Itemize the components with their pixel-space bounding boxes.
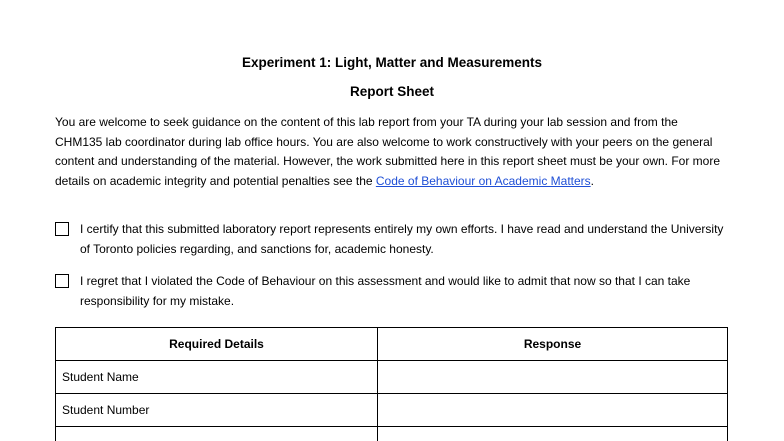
header-response: Response: [378, 328, 728, 361]
row-label-student-name: Student Name: [56, 361, 378, 394]
student-number-response[interactable]: [378, 394, 728, 427]
certification-row-violation: [55, 272, 730, 311]
table-row: [56, 361, 728, 394]
row-label-next: [56, 427, 378, 441]
header-required-details: Required Details: [56, 328, 378, 361]
certify-checkbox[interactable]: [55, 222, 69, 236]
intro-text-end: .: [590, 173, 594, 188]
document-title: Experiment 1: Light, Matter and Measurements: [241, 55, 543, 70]
student-name-response[interactable]: [378, 361, 728, 394]
table-header-row: [56, 328, 728, 361]
table-row: [56, 427, 728, 441]
certification-row-original-work: [55, 220, 730, 259]
document-subtitle: Report Sheet: [349, 84, 434, 99]
certify-text: I certify that this submitted laboratory report represents entirely my own efforts. I have read and understand the University of Toronto policies regarding, and sanctions for, academic honesty.: [80, 222, 724, 256]
row-label-student-number: Student Number: [56, 394, 378, 427]
table-row: [56, 394, 728, 427]
violation-text: I regret that I violated the Code of Behaviour on this assessment and would like to admit that now so that I can take responsibility for my mistake.: [80, 274, 691, 308]
intro-paragraph: [55, 113, 727, 191]
details-table: [55, 327, 728, 441]
code-of-behaviour-link[interactable]: Code of Behaviour on Academic Matters: [375, 173, 591, 188]
violation-checkbox[interactable]: [55, 274, 69, 288]
next-response[interactable]: [378, 427, 728, 441]
intro-text: You are welcome to seek guidance on the content of this lab report from your TA during your lab session and from the CHM135 lab coordinator during lab office hours. You are also welcome to work constructively with your peers on the general content and understanding of the material. However, the work submitted here in this report sheet must be your own. For more details on academic integrity and potential penalties see the: [55, 115, 721, 188]
